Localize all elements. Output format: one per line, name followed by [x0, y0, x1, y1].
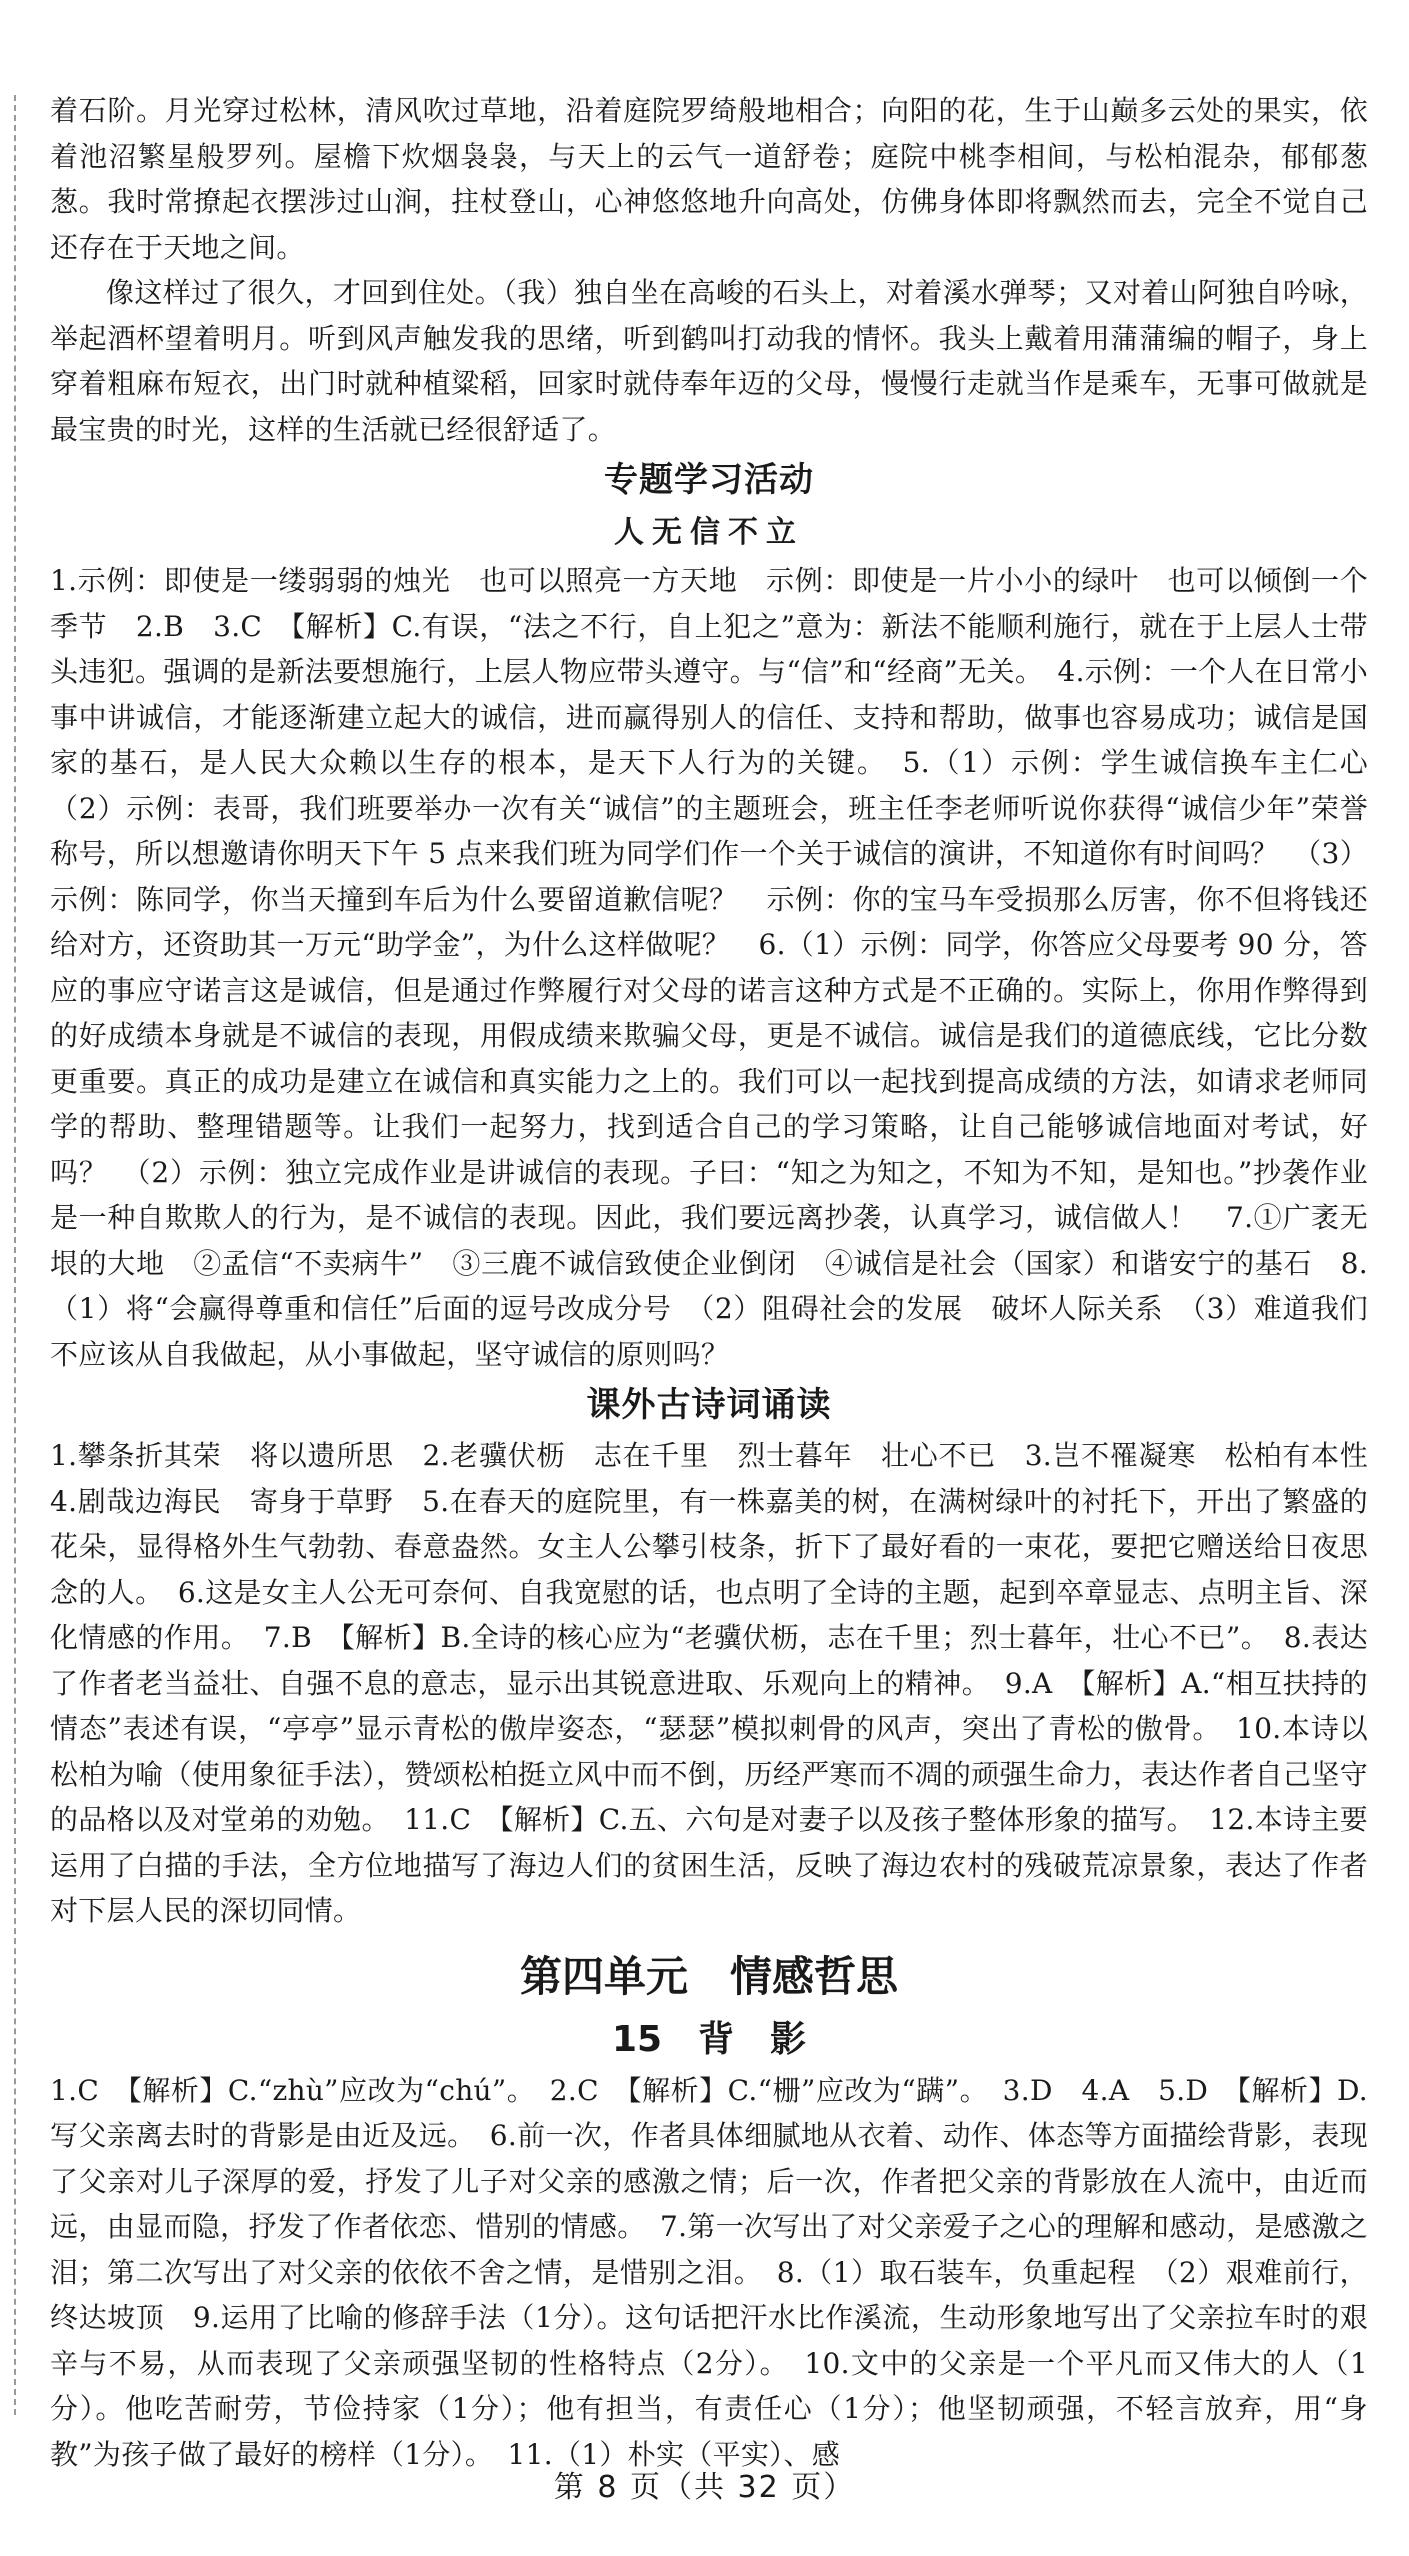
unit-title: 第四单元 情感哲思	[519, 1951, 898, 2001]
poetry-answers: 1.攀条折其荣 将以遗所思 2.老骥伏枥 志在千里 烈士暮年 壮心不已 3.岂不罹凝寒 松柏有本性 4.剧哉边海民 寄身于草野 5.在春天的庭院里，有一株嘉美的树，在满树绿叶的衬托下，开出了繁盛的花朵，显得格外生气勃勃、春意盎然。女主人公攀引枝条，折下了最好看的一束花，要把它赠送给日夜思念的人。 6.这是女主人公无可奈何、自我宽慰的话，也点明了全诗的主题，起到卒章显志、点明主旨、深化情感的作用。 7.B 【解析】B.全诗的核心应为“老骥伏枥，志在千里；烈士暮年，壮心不已”。 8.表达了作者老当益壮、自强不息的意志，显示出其锐意进取、乐观向上的精神。 9.A 【解析】A.“相互扶持的情态”表述有误，“亭亭”显示青松的傲岸姿态，“瑟瑟”模拟刺骨的风声，突出了青松的傲骨。 10.本诗以松柏为喻（使用象征手法），赞颂松柏挺立风中而不倒，历经严寒而不凋的顽强生命力，表达作者自己坚守的品格以及对堂弟的劝勉。 11.C 【解析】C.五、六句是对妻子以及孩子整体形象的描写。 12.本诗主要运用了白描的手法，全方位地描写了海边人们的贫困生活，反映了海边农村的残破荒凉景象，表达了作者对下层人民的深切同情。	[50, 1439, 1397, 1927]
passage-paragraph-1: 着石阶。月光穿过松林，清风吹过草地，沿着庭院罗绮般地相合；向阳的花，生于山巅多云处的果实，依着池沼繁星般罗列。屋檐下炊烟袅袅，与天上的云气一道舒卷；庭院中桃李相间，与松柏混杂，郁郁葱葱。我时常撩起衣摆涉过山涧，拄杖登山，心神悠悠地升向高处，仿佛身体即将飘然而去，完全不觉自己还存在于天地之间。	[50, 94, 1368, 264]
page-number: 第 8 页（共 32 页）	[553, 2470, 856, 2505]
passage-paragraph-2: 像这样过了很久，才回到住处。（我）独自坐在高峻的石头上，对着溪水弹琴；又对着山阿独自吟咏，举起酒杯望着明月。听到风声触发我的思绪，听到鹤叫打动我的情怀。我头上戴着用蒲蒲编的帽子，身上穿着粗麻布短衣，出门时就种植粱稻，回家时就侍奉年迈的父母，慢慢行走就当作是乘车，无事可做就是最宝贵的时光，这样的生活就已经很舒适了。	[50, 276, 1368, 446]
poetry-section-title: 课外古诗词诵读	[586, 1385, 832, 1425]
lesson-answers: 1.C 【解析】C.“zhù”应改为“chú”。 2.C 【解析】C.“栅”应改为“蹒”。 3.D 4.A 5.D 【解析】D.写父亲离去时的背影是由近及远。 6.前一次，作者具体细腻地从衣着、动作、体态等方面描绘背影，表现了父亲对儿子深厚的爱，抒发了儿子对父亲的感激之情；后一次，作者把父亲的背影放在人流中，由近而远，由显而隐，抒发了作者依恋、惜别的情感。 7.第一次写出了对父亲爱子之心的理解和感动，是感激之泪；第二次写出了对父亲的依依不舍之情，是惜别之泪。 8.（1）取石装车，负重起程 （2）艰难前行，终达坡顶 9.运用了比喻的修辞手法（1分）。这句话把汗水比作溪流，生动形象地写出了父亲拉车时的艰辛与不易，从而表现了父亲顽强坚韧的性格特点（2分）。 10.文中的父亲是一个平凡而又伟大的人（1分）。他吃苦耐劳，节俭持家（1分）；他有担当，有责任心（1分）；他坚韧顽强，不轻言放弃，用“身教”为孩子做了最好的榜样（1分）。 11.（1）朴实（平实）、感	[50, 2073, 1368, 2471]
page-content	[50, 88, 1397, 2477]
activity-answers: 1.示例：即使是一缕弱弱的烛光 也可以照亮一方天地 示例：即使是一片小小的绿叶 也可以倾倒一个季节 2.B 3.C 【解析】C.有误，“法之不行，自上犯之”意为：新法不能顺利施行，就在于上层人士带头违犯。强调的是新法要想施行，上层人物应带头遵守。与“信”和“经商”无关。 4.示例：一个人在日常小事中讲诚信，才能逐渐建立起大的诚信，进而赢得别人的信任、支持和帮助，做事也容易成功；诚信是国家的基石，是人民大众赖以生存的根本，是天下人行为的关键。 5.（1）示例：学生诚信换车主仁心 （2）示例：表哥，我们班要举办一次有关“诚信”的主题班会，班主任李老师听说你获得“诚信少年”荣誉称号，所以想邀请你明天下午 5 点来我们班为同学们作一个关于诚信的演讲，不知道你有时间吗？ （3）示例：陈同学，你当天撞到车后为什么要留道歉信呢？ 示例：你的宝马车受损那么厉害，你不但将钱还给对方，还资助其一万元“助学金”，为什么这样做呢？ 6.（1）示例：同学，你答应父母要考 90 分，答应的事应守诺言这是诚信，但是通过作弊履行对父母的诺言这种方式是不正确的。实际上，你用作弊得到的好成绩本身就是不诚信的表现，用假成绩来欺骗父母，更是不诚信。诚信是我们的道德底线，它比分数更重要。真正的成功是建立在诚信和真实能力之上的。我们可以一起找到提高成绩的方法，如请求老师同学的帮助、整理错题等。让我们一起努力，找到适合自己的学习策略，让自己能够诚信地面对考试，好吗？ （2）示例：独立完成作业是讲诚信的表现。子曰：“知之为知之，不知为不知，是知也。”抄袭作业是一种自欺欺人的行为，是不诚信的表现。因此，我们要远离抄袭，认真学习，诚信做人！ 7.①广袤无垠的大地 ②孟信“不卖病牛” ③三鹿不诚信致使企业倒闭 ④诚信是社会（国家）和谐安宁的基石 8.（1）将“会赢得尊重和信任”后面的逗号改成分号 （2）阻碍社会的发展 破坏人际关系 （3）难道我们不应该从自我做起，从小事做起，坚守诚信的原则吗？	[50, 564, 1397, 1371]
lesson-title: 15 背 影	[611, 2018, 807, 2060]
activity-section-title: 专题学习活动	[604, 460, 814, 500]
activity-subtitle: 人无信不立	[614, 515, 804, 550]
binding-dashed-line	[14, 95, 16, 2415]
